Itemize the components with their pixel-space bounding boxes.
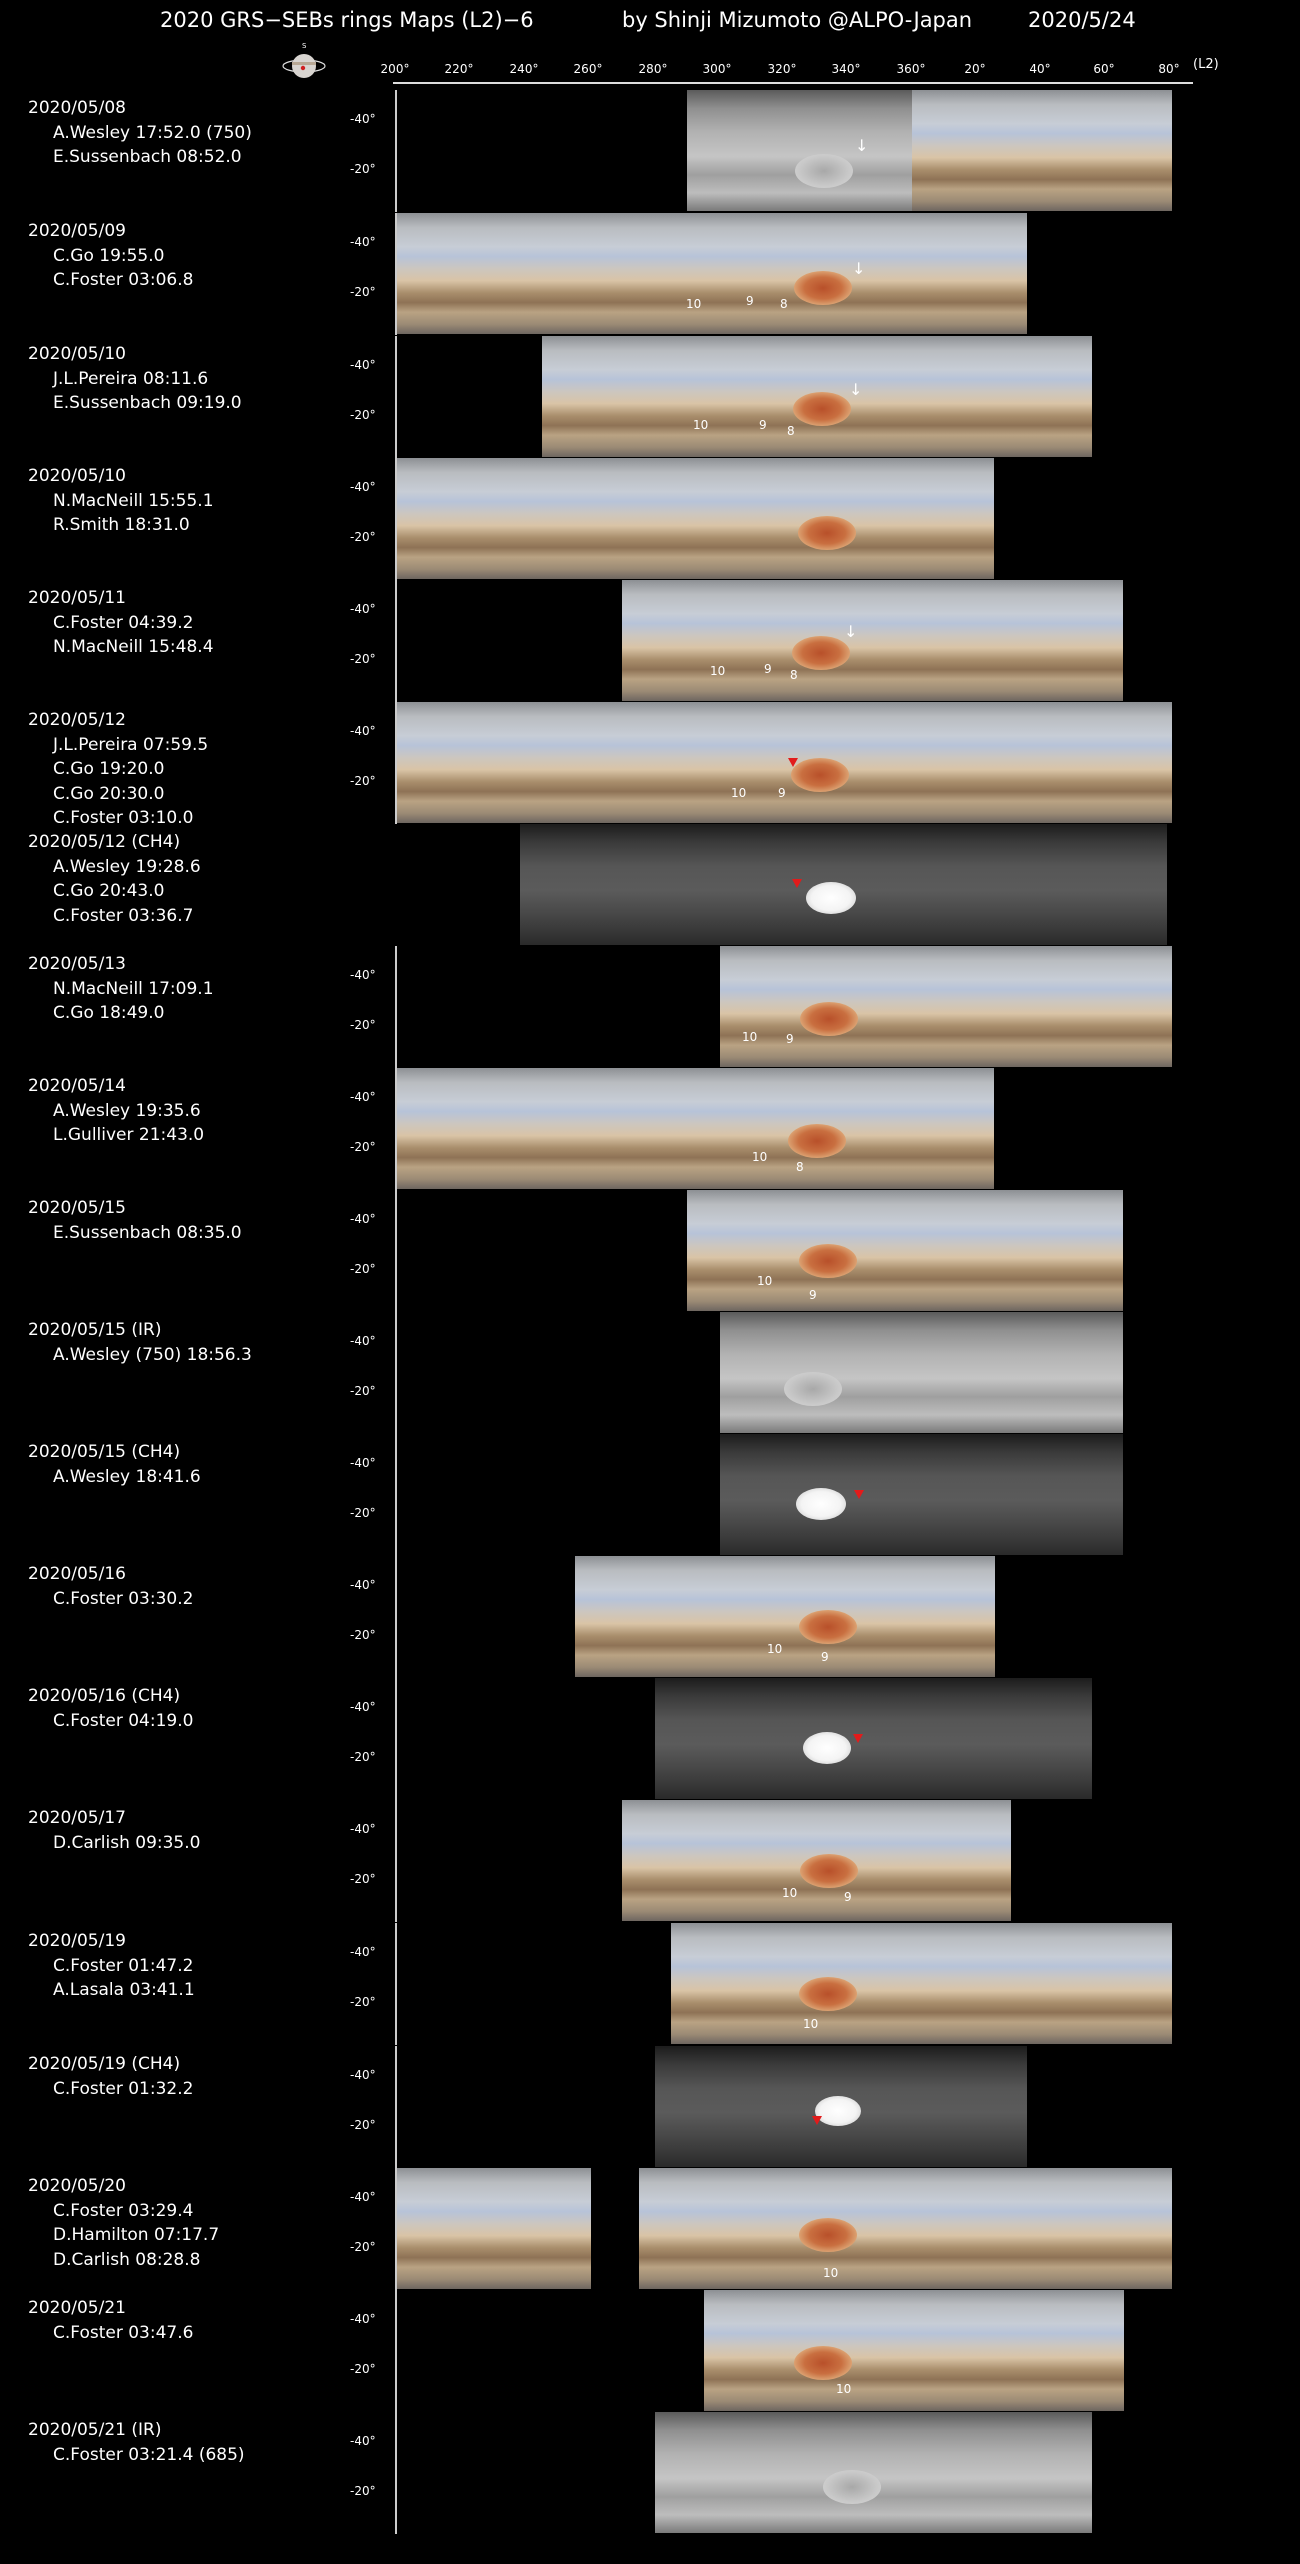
map-strip (520, 824, 731, 945)
row-date: 2020/05/15 (CH4) (28, 1442, 181, 1462)
row-date: 2020/05/16 (28, 1564, 126, 1584)
lat-label-bottom: -20° (350, 652, 376, 666)
row-date: 2020/05/19 (28, 1931, 126, 1951)
system-label: (L2) (1193, 57, 1219, 72)
map-strip (656, 1068, 994, 1189)
ring-label: 9 (786, 1032, 794, 1046)
row-info (28, 1318, 252, 1367)
great-red-spot (799, 1977, 857, 2011)
map-row (0, 1923, 1300, 2045)
great-red-spot (794, 271, 852, 305)
observer: L.Gulliver 21:43.0 (53, 1125, 205, 1145)
lat-label-bottom: -20° (350, 2484, 376, 2498)
map-strip (622, 580, 898, 701)
row-date: 2020/05/15 (IR) (28, 1320, 162, 1340)
map-row (0, 580, 1300, 702)
map-edge-line (395, 1312, 397, 1434)
map-edge-line (395, 1678, 397, 1800)
row-info (28, 219, 193, 293)
great-red-spot (803, 1732, 851, 1764)
observer: C.Foster 03:29.4 (53, 2200, 194, 2221)
ring-label: 10 (782, 1886, 798, 1900)
lat-label-bottom: -20° (350, 1018, 376, 1032)
map-row (0, 1068, 1300, 1190)
map-row (0, 2046, 1300, 2168)
ring-label: 10 (803, 2017, 819, 2031)
lat-label-top: -40° (350, 358, 376, 372)
lat-label-bottom: -20° (350, 1995, 376, 2009)
lon-tick: 80° (1158, 62, 1180, 76)
lat-label-bottom: -20° (350, 774, 376, 788)
svg-text:S: S (302, 42, 307, 50)
ring-label: 10 (686, 297, 702, 311)
great-red-spot (784, 1372, 842, 1406)
row-date: 2020/05/21 (28, 2298, 126, 2318)
map-strip (397, 2168, 591, 2289)
lat-label-top: -40° (350, 1090, 376, 1104)
row-info (28, 1196, 242, 1245)
lon-tick: 60° (1093, 62, 1115, 76)
lat-label-bottom: -20° (350, 530, 376, 544)
ring-label: 9 (746, 294, 754, 308)
map-row (0, 2290, 1300, 2412)
observer: D.Carlish 08:28.8 (53, 2249, 201, 2270)
map-row (0, 458, 1300, 580)
ring-label: 10 (767, 1642, 783, 1656)
observer: C.Go 20:43.0 (53, 881, 165, 901)
red-marker-icon (792, 879, 802, 888)
row-date: 2020/05/10 (28, 466, 126, 486)
red-marker-icon (788, 758, 798, 767)
lat-label-top: -40° (350, 2190, 376, 2204)
observer: E.Sussenbach 09:19.0 (53, 393, 242, 413)
down-arrow-icon: ↓ (849, 380, 863, 399)
row-info (28, 1929, 195, 2003)
lon-tick: 320° (767, 62, 797, 76)
row-date: 2020/05/20 (28, 2176, 126, 2196)
observer: C.Go 18:49.0 (53, 1003, 165, 1023)
observer: A.Wesley (750) 18:56.3 (53, 1344, 252, 1365)
lon-tick: 340° (831, 62, 861, 76)
observer: C.Foster 01:47.2 (53, 1955, 194, 1976)
observer: C.Foster 04:19.0 (53, 1710, 194, 1731)
map-strip (687, 90, 913, 211)
row-date: 2020/05/14 (28, 1076, 126, 1096)
observer: N.MacNeill 15:55.1 (53, 490, 214, 511)
map-edge-line (395, 2290, 397, 2412)
observer: D.Hamilton 07:17.7 (53, 2225, 220, 2245)
lon-tick: 20° (964, 62, 986, 76)
map-strip (1011, 946, 1172, 1067)
map-edge-line (395, 946, 397, 1068)
down-arrow-icon: ↓ (855, 136, 869, 155)
map-strip (656, 213, 1027, 334)
map-row (0, 1678, 1300, 1800)
ring-label: 8 (780, 297, 788, 311)
lat-label-top: -40° (350, 2068, 376, 2082)
observer: A.Wesley 19:28.6 (53, 856, 201, 877)
row-date: 2020/05/17 (28, 1808, 126, 1828)
great-red-spot (799, 2218, 857, 2252)
red-marker-icon (812, 2116, 822, 2125)
ring-label: 8 (796, 1160, 804, 1174)
observer: C.Go 19:55.0 (53, 245, 165, 266)
observer: N.MacNeill 15:48.4 (53, 637, 214, 657)
lat-label-bottom: -20° (350, 285, 376, 299)
map-strip (720, 1434, 1123, 1555)
lat-label-top: -40° (350, 602, 376, 616)
lat-label-top: -40° (350, 1334, 376, 1348)
red-marker-icon (853, 1734, 863, 1743)
lat-label-bottom: -20° (350, 1384, 376, 1398)
map-strip (720, 1312, 1123, 1433)
map-row (0, 1190, 1300, 1312)
down-arrow-icon: ↓ (852, 259, 866, 278)
lat-label-bottom: -20° (350, 1750, 376, 1764)
ring-label: 10 (752, 1150, 768, 1164)
ring-label: 9 (809, 1288, 817, 1302)
great-red-spot (799, 1610, 857, 1644)
publish-date: 2020/5/24 (1028, 8, 1136, 32)
map-strip (687, 1190, 1123, 1311)
map-edge-line (395, 90, 397, 212)
observer: C.Go 19:20.0 (53, 759, 165, 779)
row-info (28, 1684, 193, 1733)
observer: R.Smith 18:31.0 (53, 515, 190, 535)
row-info (28, 1806, 200, 1855)
map-strip (397, 1068, 657, 1189)
observer: C.Foster 03:47.6 (53, 2322, 194, 2343)
observer: C.Foster 03:21.4 (685) (53, 2444, 245, 2465)
map-strip (575, 1556, 995, 1677)
great-red-spot (796, 1488, 846, 1520)
lat-label-top: -40° (350, 2312, 376, 2326)
ring-label: 10 (823, 2266, 839, 2280)
row-info (28, 952, 214, 1026)
great-red-spot (800, 1854, 858, 1888)
lon-tick: 40° (1029, 62, 1051, 76)
map-edge-line (395, 1923, 397, 2045)
ring-label: 9 (759, 418, 767, 432)
map-row (0, 213, 1300, 335)
row-date: 2020/05/10 (28, 344, 126, 364)
map-strip (671, 1923, 1060, 2044)
map-strip (639, 2168, 1172, 2289)
great-red-spot (798, 516, 856, 550)
row-date: 2020/05/16 (CH4) (28, 1686, 181, 1706)
great-red-spot (793, 392, 851, 426)
ring-label: 9 (844, 1890, 852, 1904)
map-row (0, 1556, 1300, 1678)
row-date: 2020/05/12 (CH4) (28, 832, 181, 852)
lon-tick: 220° (444, 62, 474, 76)
row-date: 2020/05/21 (IR) (28, 2420, 162, 2440)
lon-tick: 260° (573, 62, 603, 76)
great-red-spot (794, 2346, 852, 2380)
lat-label-bottom: -20° (350, 1262, 376, 1276)
map-strip (897, 580, 1123, 701)
page-title: 2020 GRS−SEBs rings Maps (L2)−6 (160, 8, 534, 32)
map-edge-line (395, 580, 397, 702)
map-row (0, 1800, 1300, 1922)
row-info (28, 2052, 193, 2101)
lon-tick: 240° (509, 62, 539, 76)
map-row (0, 824, 1300, 946)
red-marker-icon (854, 1490, 864, 1499)
lat-label-top: -40° (350, 1456, 376, 1470)
observer: A.Wesley 17:52.0 (750) (53, 122, 252, 143)
map-row (0, 946, 1300, 1068)
map-strip (1010, 702, 1172, 823)
great-red-spot (792, 636, 850, 670)
map-row (0, 2168, 1300, 2290)
row-date: 2020/05/19 (CH4) (28, 2054, 181, 2074)
row-info (28, 2174, 219, 2272)
lat-label-bottom: -20° (350, 2118, 376, 2132)
map-strip (655, 1678, 1092, 1799)
map-edge-line (395, 336, 397, 458)
lat-label-bottom: -20° (350, 1140, 376, 1154)
map-strip (542, 336, 738, 457)
lat-label-top: -40° (350, 112, 376, 126)
row-info (28, 96, 252, 170)
lat-label-top: -40° (350, 2434, 376, 2448)
observer: C.Foster 03:06.8 (53, 270, 194, 290)
map-strip (397, 458, 639, 579)
ring-label: 10 (731, 786, 747, 800)
observer: C.Go 20:30.0 (53, 783, 165, 804)
observer: A.Lasala 03:41.1 (53, 1980, 195, 2000)
lat-label-bottom: -20° (350, 2362, 376, 2376)
row-info (28, 342, 242, 416)
ring-label: 9 (778, 786, 786, 800)
row-info (28, 1562, 193, 1611)
great-red-spot (806, 882, 856, 914)
lat-label-top: -40° (350, 1700, 376, 1714)
lat-label-bottom: -20° (350, 1506, 376, 1520)
ring-label: 8 (790, 668, 798, 682)
observer: C.Foster 03:10.0 (53, 808, 194, 828)
row-info (28, 1074, 204, 1148)
map-strip (622, 1800, 1011, 1921)
map-edge-line (395, 2046, 397, 2168)
ring-label: 8 (787, 424, 795, 438)
map-strip (704, 2290, 1124, 2411)
observer: C.Foster 04:39.2 (53, 612, 194, 633)
author-credit: by Shinji Mizumoto @ALPO-Japan (622, 8, 973, 32)
map-strip (730, 824, 1167, 945)
lon-tick: 360° (896, 62, 926, 76)
lat-label-bottom: -20° (350, 408, 376, 422)
ring-label: 10 (693, 418, 709, 432)
great-red-spot (791, 758, 849, 792)
observer: J.L.Pereira 07:59.5 (53, 734, 209, 755)
lat-label-top: -40° (350, 1822, 376, 1836)
down-arrow-icon: ↓ (844, 622, 858, 641)
row-info (28, 2296, 193, 2345)
observer: C.Foster 03:36.7 (53, 905, 194, 926)
lat-label-top: -40° (350, 235, 376, 249)
lat-label-top: -40° (350, 968, 376, 982)
map-edge-line (395, 1800, 397, 1922)
map-edge-line (395, 1556, 397, 1678)
observer: A.Wesley 19:35.6 (53, 1100, 201, 1121)
map-row (0, 702, 1300, 828)
row-date: 2020/05/08 (28, 98, 126, 118)
lat-label-bottom: -20° (350, 2240, 376, 2254)
row-date: 2020/05/13 (28, 954, 126, 974)
map-strip (655, 2412, 1092, 2533)
lat-label-top: -40° (350, 1578, 376, 1592)
lon-tick: 200° (380, 62, 410, 76)
row-info (28, 464, 214, 538)
map-strip (720, 946, 1012, 1067)
map-strip (591, 702, 1011, 823)
ring-label: 10 (742, 1030, 758, 1044)
map-edge-line (395, 1190, 397, 1312)
row-info (28, 830, 201, 928)
row-date: 2020/05/11 (28, 588, 126, 608)
lon-tick: 280° (638, 62, 668, 76)
ring-label: 9 (764, 662, 772, 676)
great-red-spot (823, 2470, 881, 2504)
row-info (28, 708, 208, 831)
great-red-spot (800, 1002, 858, 1036)
observer: J.L.Pereira 08:11.6 (53, 368, 209, 389)
lon-tick: 300° (702, 62, 732, 76)
map-strip (655, 2046, 1027, 2167)
map-strip (638, 458, 994, 579)
map-strip (1059, 1923, 1172, 2044)
observer: C.Foster 03:30.2 (53, 1588, 194, 1609)
great-red-spot (799, 1244, 857, 1278)
observer: E.Sussenbach 08:52.0 (53, 147, 242, 167)
row-date: 2020/05/15 (28, 1198, 126, 1218)
ring-label: 10 (757, 1274, 773, 1288)
lat-label-bottom: -20° (350, 1628, 376, 1642)
observer: N.MacNeill 17:09.1 (53, 978, 214, 999)
map-strip (912, 90, 1172, 211)
ring-label: 10 (710, 664, 726, 678)
lat-label-bottom: -20° (350, 162, 376, 176)
map-edge-line (395, 1434, 397, 1556)
lat-label-top: -40° (350, 480, 376, 494)
lat-label-top: -40° (350, 1945, 376, 1959)
lat-label-top: -40° (350, 1212, 376, 1226)
map-strip (397, 702, 592, 823)
lat-label-bottom: -20° (350, 1872, 376, 1886)
map-row (0, 2412, 1300, 2534)
row-date: 2020/05/12 (28, 710, 126, 730)
map-row (0, 90, 1300, 212)
row-info (28, 2418, 245, 2467)
map-edge-line (395, 2412, 397, 2534)
map-row (0, 336, 1300, 458)
ring-label: 10 (836, 2382, 852, 2396)
observer: D.Carlish 09:35.0 (53, 1832, 201, 1853)
lat-label-top: -40° (350, 724, 376, 738)
observer: C.Foster 01:32.2 (53, 2078, 194, 2099)
map-strip (693, 336, 1092, 457)
observer: E.Sussenbach 08:35.0 (53, 1222, 242, 1243)
great-red-spot (788, 1124, 846, 1158)
map-row (0, 1312, 1300, 1434)
map-row (0, 1434, 1300, 1556)
map-strip (397, 213, 657, 334)
ring-label: 9 (821, 1650, 829, 1664)
row-info (28, 586, 214, 660)
row-date: 2020/05/09 (28, 221, 126, 241)
observer: A.Wesley 18:41.6 (53, 1466, 201, 1487)
great-red-spot (795, 154, 853, 188)
row-info (28, 1440, 201, 1489)
